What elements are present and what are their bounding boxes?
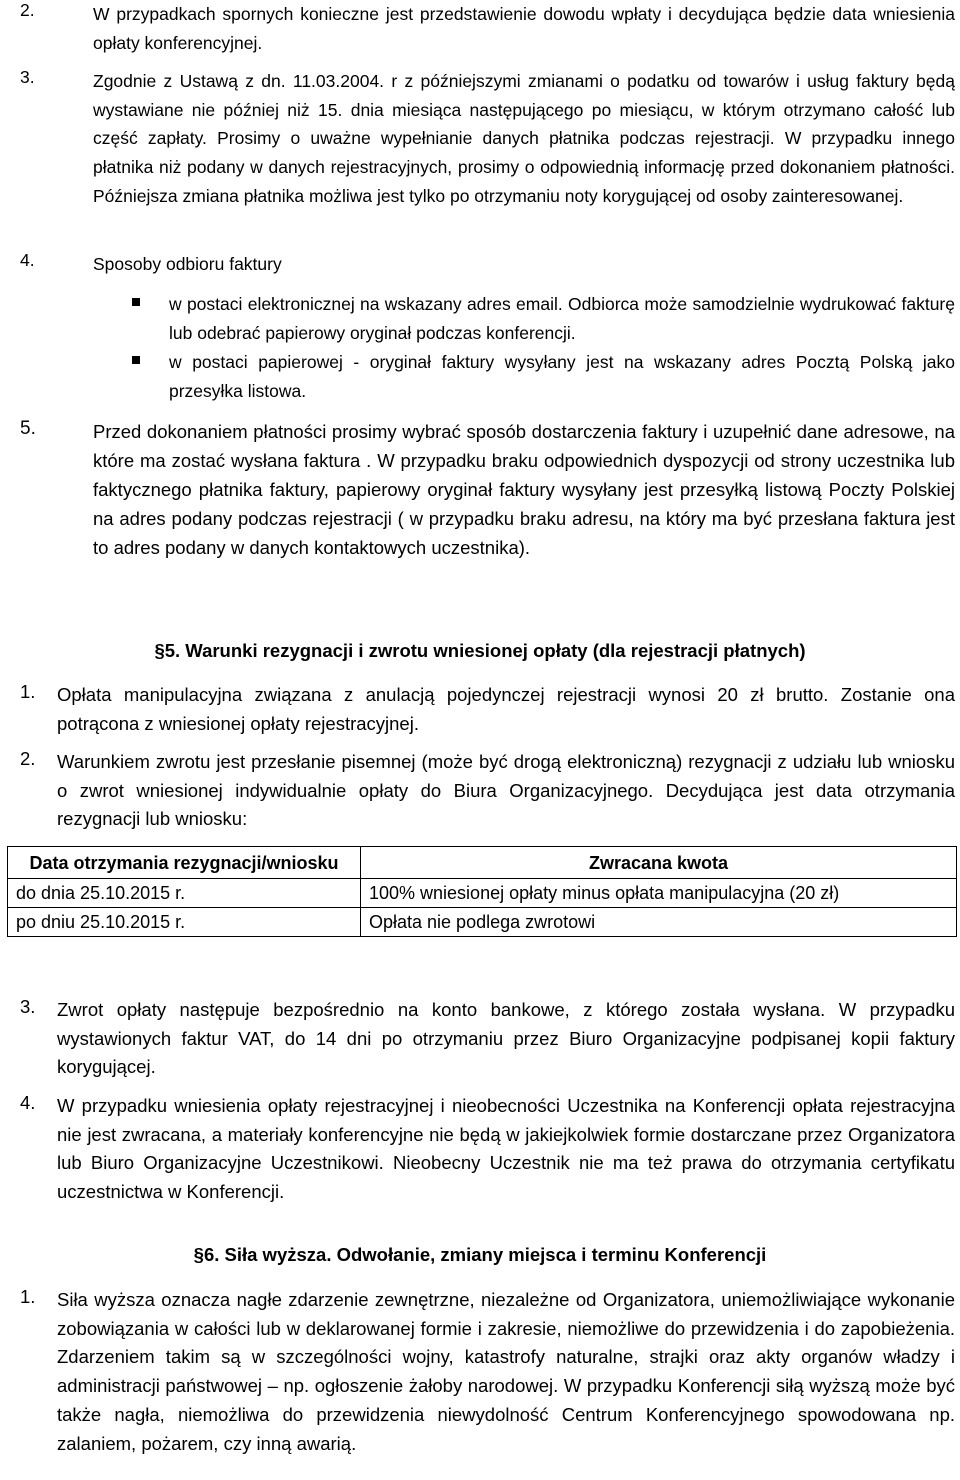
table-row [8,908,957,937]
item-number: 5. [20,418,36,439]
bullet-electronic-invoice: w postaci elektronicznej na wskazany adres email. Odbiorca może samodzielnie wydrukować fakturę lub odebrać papierowy oryginał podczas konferencji. [169,294,955,343]
paragraph-refund-condition: Warunkiem zwrotu jest przesłanie pisemnej (może być drogą elektroniczną) rezygnacji z udziału lub wniosku o zwrot wniesionej indywidualnie opłaty do Biura Organizacyjnego. Decydująca jest data otrzymania rezygnacji lub wniosku: [57,751,955,830]
paragraph-force-majeure: Siła wyższa oznacza nagłe zdarzenie zewnętrzne, niezależne od Organizatora, uniemożliwiające wykonanie zobowiązania w całości lub w deklarowanej formie i zakresie, niemożliwe do przewidzenia i do zapobieżenia. Zdarzeniem takim są w szczególności wojny, katastrofy naturalne, strajki oraz akty organów władzy i administracji państwowej – np. ogłoszenie żałoby narodowej. W przypadku Konferencji siłą wyższą może być także nagła, niemożliwa do przewidzenia niewydolność Centrum Konferencyjnego spowodowana np. zalaniem, pożarem, czy inną awarią. [57,1289,955,1454]
paragraph-handling-fee: Opłata manipulacyjna związana z anulacją pojedynczej rejestracji wynosi 20 zł brutto. Zostanie ona potrącona z wniesionej opłaty rejestracyjnej. [57,684,955,734]
bullet-icon [132,298,140,306]
bullet-paper-invoice: w postaci papierowej - oryginał faktury wysyłany jest na wskazany adres Pocztą Polską jako przesyłka listowa. [169,352,955,401]
table-header-amount: Zwracana kwota [361,847,957,879]
item-number: 4. [20,250,35,270]
table-cell: Opłata nie podlega zwrotowi [361,908,957,937]
section-heading-refund: §5. Warunki rezygnacji i zwrotu wniesionej opłaty (dla rejestracji płatnych) [154,640,806,661]
paragraph-refund-method: Zwrot opłaty następuje bezpośrednio na konto bankowe, z którego została wysłana. W przypadku wystawionych faktur VAT, do 14 dni po otrzymaniu przez Biuro Organizacyjne podpisanej kopii faktury korygującej. [57,999,955,1078]
table-header-date: Data otrzymania rezygnacji/wniosku [8,847,361,879]
paragraph-invoice-methods: Sposoby odbioru faktury [93,254,282,274]
refund-table [7,846,957,937]
table-cell: 100% wniesionej opłaty minus opłata manipulacyjna (20 zł) [361,879,957,908]
table-cell: po dniu 25.10.2015 r. [8,908,361,937]
table-cell: do dnia 25.10.2015 r. [8,879,361,908]
table-header-row [8,847,957,879]
paragraph-invoice-delivery: Przed dokonaniem płatności prosimy wybrać sposób dostarczenia faktury i uzupełnić dane adresowe, na które ma zostać wysłana faktura . W przypadku braku odpowiednich dyspozycji od strony uczestnika lub faktycznego płatnika faktury, papierowy oryginał faktury wysyłany jest przesyłką listową Poczty Polskiej na adres podany podczas rejestracji ( w przypadku braku adresu, na który ma być przesłana faktura jest to adres podany w danych kontaktowych uczestnika). [93,421,955,558]
paragraph-absence: W przypadku wniesienia opłaty rejestracyjnej i nieobecności Uczestnika na Konferencji opłata rejestracyjna nie jest zwracana, a materiały konferencyjne nie będą w jakiejkolwiek formie dostarczane przez Organizatora lub Biuro Organizacyjne Uczestnikowi. Nieobecny Uczestnik nie ma też prawa do otrzymania certyfikatu uczestnictwa w Konferencji. [57,1095,955,1203]
item-number: 4. [20,1092,36,1113]
paragraph-payment-proof: W przypadkach spornych konieczne jest przedstawienie dowodu wpłaty i decydująca będzie data wniesienia opłaty konferencyjnej. [93,4,955,53]
item-number: 1. [20,681,36,702]
item-number: 2. [20,0,35,20]
item-number: 3. [20,996,36,1017]
table-row [8,879,957,908]
section-heading-force-majeure: §6. Siła wyższa. Odwołanie, zmiany miejsca i terminu Konferencji [193,1244,767,1265]
item-number: 1. [20,1286,36,1307]
item-number: 3. [20,67,35,87]
paragraph-invoice-issuing: Zgodnie z Ustawą z dn. 11.03.2004. r z późniejszymi zmianami o podatku od towarów i usług faktury będą wystawiane nie później niż 15. dnia miesiąca następującego po miesiącu, w którym otrzymano całość lub część zapłaty. Prosimy o uważne wypełnianie danych płatnika podczas rejestracji. W przypadku innego płatnika niż podany w danych rejestracyjnych, prosimy o odpowiednią informację przed dokonaniem płatności. Późniejsza zmiana płatnika możliwa jest tylko po otrzymaniu noty korygującej od osoby zainteresowanej. [93,71,955,206]
bullet-icon [132,356,140,364]
item-number: 2. [20,748,36,769]
